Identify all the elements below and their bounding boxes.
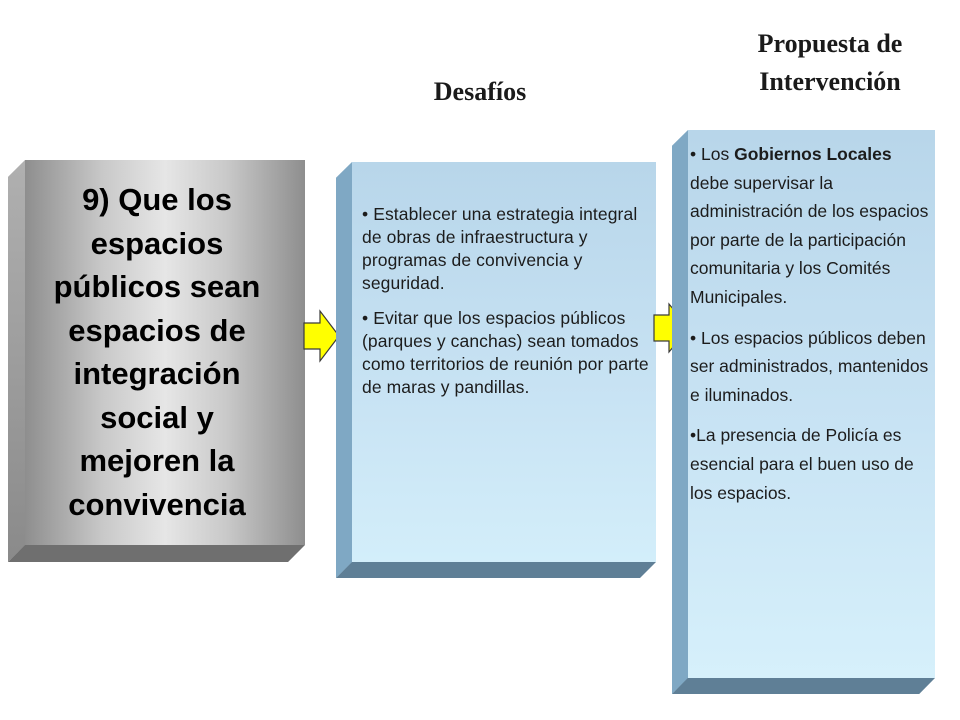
proposal-item-bold: Gobiernos Locales [734, 144, 892, 164]
proposal-item-text: debe supervisar la administración de los espacios por parte de la participación comunitaria y los Comités Municipales. [690, 172, 929, 307]
goal-box-bottom [8, 545, 305, 562]
goal-text [18, 178, 296, 526]
proposal-box-bottom [672, 678, 935, 694]
heading-desafios: Desafíos [433, 77, 527, 106]
goal-line: públicos sean [53, 269, 261, 304]
proposal-item-text: • Los [690, 144, 735, 164]
challenges-box-side [336, 162, 352, 578]
heading-propuesta-line2: Intervención [759, 67, 901, 96]
proposal-item: • Los espacios públicos deben ser administrados, mantenidos e iluminados. [690, 327, 929, 405]
challenge-item: • Evitar que los espacios públicos (parques y canchas) sean tomados como territorios de reunión por parte de maras y pandillas. [362, 308, 649, 397]
proposal-list [690, 140, 930, 519]
goal-line: mejoren la [79, 443, 235, 478]
proposal-item [690, 140, 930, 312]
proposal-item: •La presencia de Policía es esencial para el buen uso de los espacios. [690, 425, 914, 503]
goal-line: espacios de [68, 312, 246, 348]
goal-line: social y [100, 399, 214, 435]
goal-line: espacios [90, 225, 224, 261]
challenges-box-bottom [336, 562, 656, 578]
heading-propuesta-intervencion [712, 25, 948, 101]
challenge-item: • Establecer una estrategia integral de obras de infraestructura y programas de convivencia y seguridad. [362, 204, 638, 293]
proposal-box-side [672, 130, 688, 694]
goal-line: 9) Que los [82, 182, 232, 217]
goal-line: convivencia [68, 486, 246, 522]
goal-line: integración [73, 356, 241, 391]
heading-propuesta-line1: Propuesta de [757, 29, 903, 58]
challenges-list [362, 203, 658, 411]
arrow-right-icon [304, 310, 340, 362]
